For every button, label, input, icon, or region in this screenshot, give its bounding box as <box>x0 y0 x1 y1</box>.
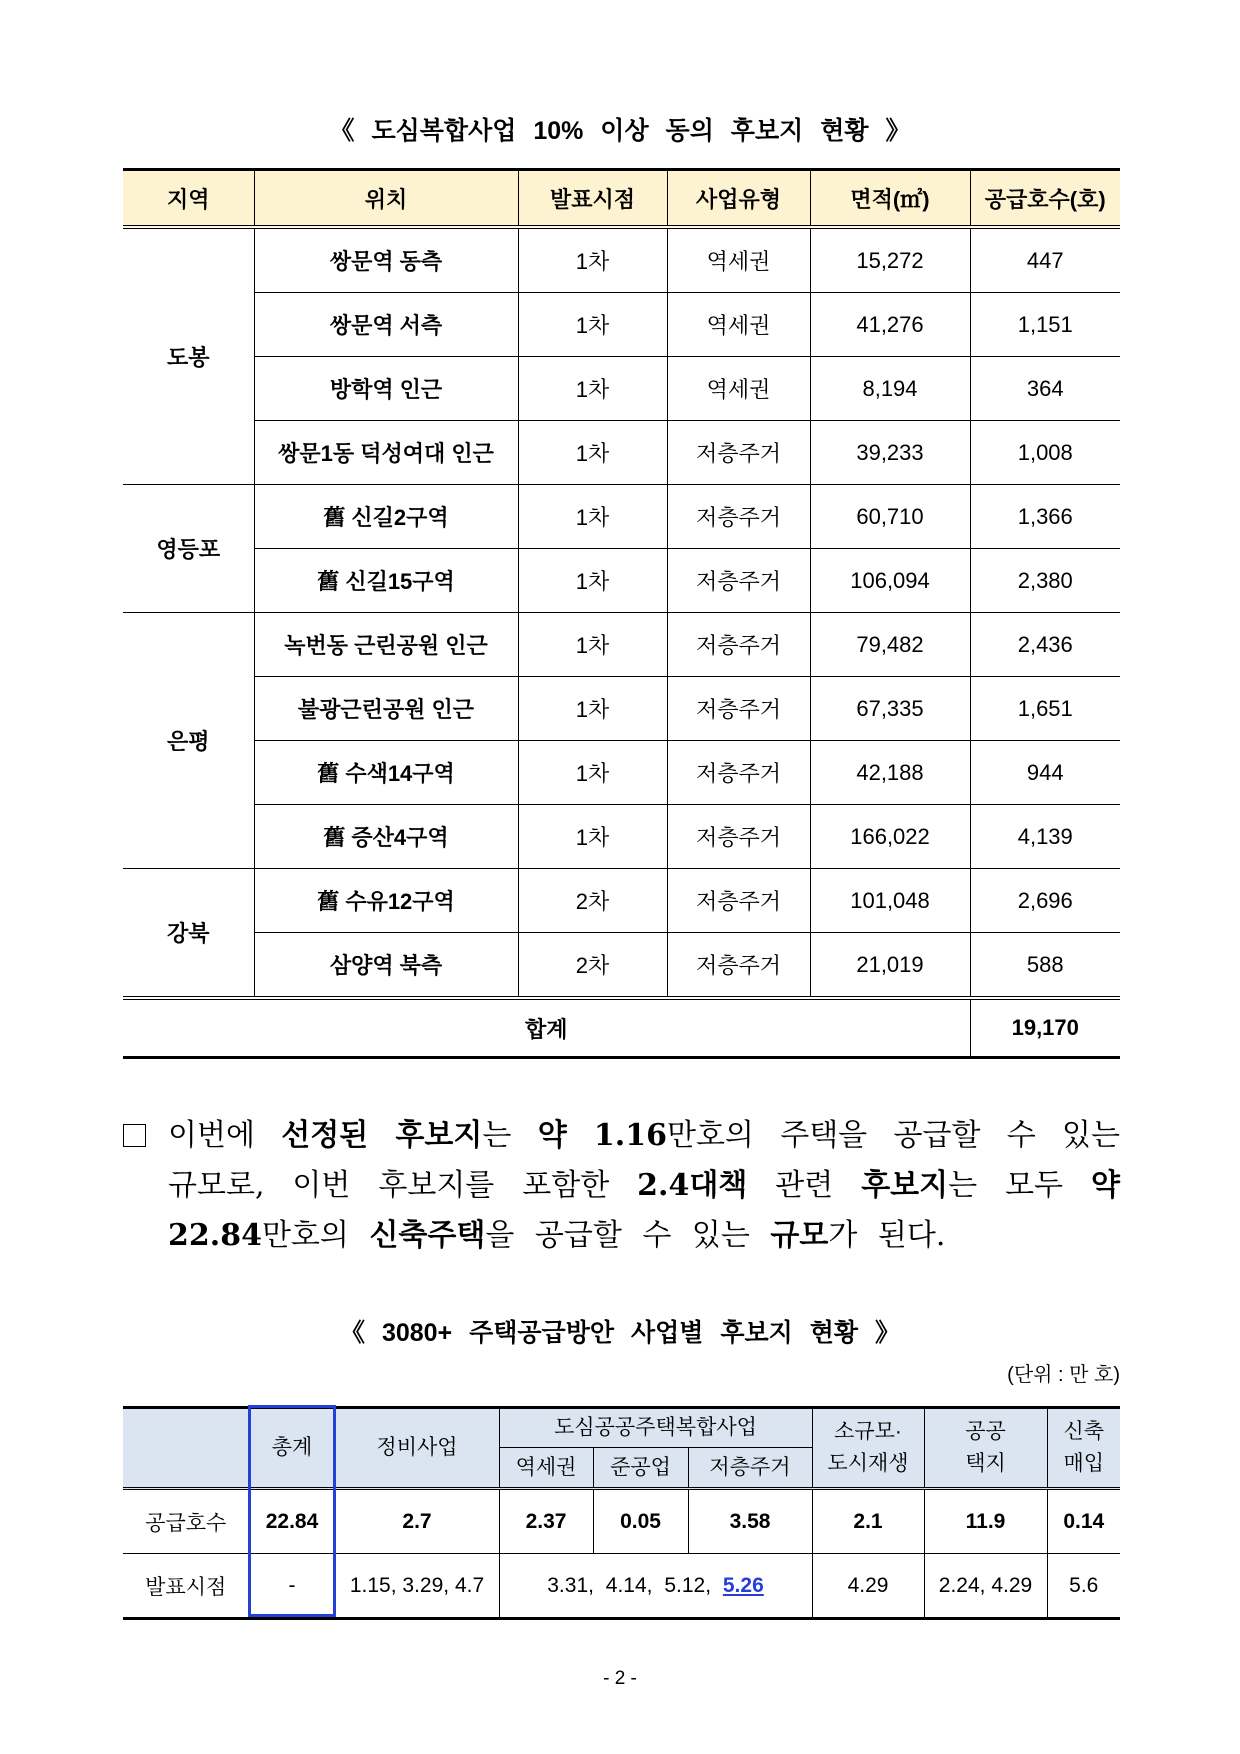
location-cell: 쌍문역 서측 <box>254 293 518 357</box>
header-total: 총계 <box>249 1408 335 1489</box>
header-small-scale <box>812 1408 924 1489</box>
area-cell: 106,094 <box>810 549 970 613</box>
area-cell: 42,188 <box>810 741 970 805</box>
table-row <box>123 1489 1120 1554</box>
paragraph-line <box>168 1111 1120 1161</box>
type-cell: 역세권 <box>667 293 810 357</box>
header-announce: 발표시점 <box>518 170 667 228</box>
table2-title: 《 3080+ 주택공급방안 사업별 후보지 현황 》 <box>340 1319 900 1347</box>
redevelopment-cell: 2.7 <box>335 1489 499 1554</box>
paragraph-text: 이번에 <box>168 1118 282 1153</box>
page-number: - 2 - <box>603 1668 637 1689</box>
units-cell: 1,651 <box>970 677 1120 741</box>
announce-cell: 1차 <box>518 741 667 805</box>
redevelopment-cell: 1.15, 3.29, 4.7 <box>335 1554 499 1619</box>
location-cell: 삼양역 북측 <box>254 933 518 999</box>
paragraph-text: 가 된다. <box>828 1218 946 1253</box>
row-label: 공급호수 <box>123 1489 249 1554</box>
header-line: 공공 <box>965 1420 1006 1443</box>
region-cell: 영등포 <box>123 485 254 613</box>
location-cell: 쌍문역 동측 <box>254 227 518 293</box>
table1-title: 《 도심복합사업 10% 이상 동의 후보지 현황 》 <box>329 117 911 145</box>
header-redevelopment: 정비사업 <box>335 1408 499 1489</box>
area-cell: 21,019 <box>810 933 970 999</box>
supply-plan-table <box>123 1406 1120 1620</box>
announce-cell: 1차 <box>518 293 667 357</box>
table-row <box>123 1554 1120 1619</box>
small-scale-cell: 2.1 <box>812 1489 924 1554</box>
downtown-dates-cell <box>499 1554 812 1619</box>
type-cell: 저층주거 <box>667 869 810 933</box>
location-cell: 舊 신길15구역 <box>254 549 518 613</box>
paragraph-text: 는 <box>482 1118 538 1153</box>
type-cell: 저층주거 <box>667 677 810 741</box>
header-location: 위치 <box>254 170 518 228</box>
public-land-cell: 11.9 <box>924 1489 1047 1554</box>
header-line: 신축 <box>1063 1420 1105 1443</box>
emphasis-text: 신축주택 <box>369 1218 486 1253</box>
type-cell: 저층주거 <box>667 485 810 549</box>
row-label: 발표시점 <box>123 1554 249 1619</box>
type-cell: 저층주거 <box>667 805 810 869</box>
header-semi-industrial: 준공업 <box>593 1448 688 1489</box>
header-area: 면적(㎡) <box>810 170 970 228</box>
empty-square-icon <box>123 1124 146 1147</box>
new-purchase-cell: 0.14 <box>1047 1489 1120 1554</box>
units-cell: 2,696 <box>970 869 1120 933</box>
units-cell: 1,008 <box>970 421 1120 485</box>
area-cell: 60,710 <box>810 485 970 549</box>
header-low-rise: 저층주거 <box>688 1448 812 1489</box>
emphasis-text: 규모 <box>770 1218 829 1253</box>
units-cell: 364 <box>970 357 1120 421</box>
summary-text <box>168 1111 1120 1261</box>
announce-cell: 1차 <box>518 677 667 741</box>
highlighted-date: 5.26 <box>722 1573 764 1597</box>
semi-industrial-cell: 0.05 <box>593 1489 688 1554</box>
header-line: 소규모· <box>834 1420 902 1443</box>
units-cell: 4,139 <box>970 805 1120 869</box>
header-station: 역세권 <box>499 1448 593 1489</box>
summary-paragraph <box>123 1111 1120 1261</box>
units-cell: 1,366 <box>970 485 1120 549</box>
table-row <box>123 613 1120 677</box>
table-header-row <box>123 170 1120 228</box>
table-row <box>123 741 1120 805</box>
public-land-cell: 2.24, 4.29 <box>924 1554 1047 1619</box>
header-line: 매입 <box>1063 1452 1105 1475</box>
small-scale-cell: 4.29 <box>812 1554 924 1619</box>
announce-cell: 1차 <box>518 613 667 677</box>
table-row <box>123 357 1120 421</box>
table-row <box>123 805 1120 869</box>
region-cell: 강북 <box>123 869 254 999</box>
announce-cell: 1차 <box>518 357 667 421</box>
emphasis-text: 약 <box>1091 1168 1120 1203</box>
table-row <box>123 421 1120 485</box>
header-line: 택지 <box>965 1452 1006 1475</box>
downtown-dates: 3.31, 4.14, 5.12, <box>547 1573 723 1597</box>
area-cell: 166,022 <box>810 805 970 869</box>
new-purchase-cell: 5.6 <box>1047 1554 1120 1619</box>
announce-cell: 1차 <box>518 421 667 485</box>
announce-cell: 1차 <box>518 485 667 549</box>
candidate-sites-table <box>123 168 1120 1059</box>
emphasis-text: 선정된 후보지 <box>281 1118 483 1153</box>
table-row <box>123 933 1120 999</box>
units-cell: 447 <box>970 227 1120 293</box>
header-downtown-group: 도심공공주택복합사업 <box>499 1408 812 1448</box>
paragraph-text: 만호의 주택을 공급할 수 있는 <box>666 1118 1120 1153</box>
total-cell: - <box>249 1554 335 1619</box>
header-public-land <box>924 1408 1047 1489</box>
paragraph-text: 관련 <box>747 1168 862 1203</box>
paragraph-text: 을 공급할 수 있는 <box>485 1218 771 1253</box>
region-cell: 은평 <box>123 613 254 869</box>
station-cell: 2.37 <box>499 1489 593 1554</box>
area-cell: 39,233 <box>810 421 970 485</box>
header-new-purchase <box>1047 1408 1120 1489</box>
type-cell: 저층주거 <box>667 613 810 677</box>
emphasis-text: 약 1.16 <box>537 1118 667 1153</box>
table-row <box>123 677 1120 741</box>
area-cell: 8,194 <box>810 357 970 421</box>
region-cell: 도봉 <box>123 227 254 485</box>
table-row <box>123 485 1120 549</box>
announce-cell: 2차 <box>518 933 667 999</box>
table-row <box>123 549 1120 613</box>
header-line: 도시재생 <box>827 1452 909 1475</box>
table-row <box>123 227 1120 293</box>
paragraph-text: 만호의 <box>261 1218 370 1253</box>
paragraph-text: 는 모두 <box>948 1168 1092 1203</box>
emphasis-text: 22.84 <box>168 1218 262 1253</box>
unit-label: (단위 : 만 호) <box>1007 1364 1120 1386</box>
type-cell: 역세권 <box>667 357 810 421</box>
area-cell: 67,335 <box>810 677 970 741</box>
emphasis-text: 후보지 <box>861 1168 949 1203</box>
announce-cell: 1차 <box>518 549 667 613</box>
total-row <box>123 998 1120 1058</box>
type-cell: 저층주거 <box>667 549 810 613</box>
paragraph-text: 규모로, 이번 후보지를 포함한 <box>168 1168 638 1203</box>
paragraph-line <box>168 1211 1120 1261</box>
table-row <box>123 869 1120 933</box>
type-cell: 역세권 <box>667 227 810 293</box>
type-cell: 저층주거 <box>667 421 810 485</box>
location-cell: 舊 신길2구역 <box>254 485 518 549</box>
header-type: 사업유형 <box>667 170 810 228</box>
total-units: 19,170 <box>970 998 1120 1058</box>
location-cell: 녹번동 근린공원 인근 <box>254 613 518 677</box>
announce-cell: 1차 <box>518 805 667 869</box>
area-cell: 41,276 <box>810 293 970 357</box>
announce-cell: 1차 <box>518 227 667 293</box>
units-cell: 2,436 <box>970 613 1120 677</box>
location-cell: 불광근린공원 인근 <box>254 677 518 741</box>
header-units: 공급호수(호) <box>970 170 1120 228</box>
emphasis-text: 2.4대책 <box>637 1168 748 1203</box>
location-cell: 舊 증산4구역 <box>254 805 518 869</box>
type-cell: 저층주거 <box>667 741 810 805</box>
announce-cell: 2차 <box>518 869 667 933</box>
area-cell: 79,482 <box>810 613 970 677</box>
table-header-row <box>123 1408 1120 1448</box>
table-row <box>123 293 1120 357</box>
area-cell: 15,272 <box>810 227 970 293</box>
total-cell: 22.84 <box>249 1489 335 1554</box>
area-cell: 101,048 <box>810 869 970 933</box>
header-region: 지역 <box>123 170 254 228</box>
total-label: 합계 <box>123 998 970 1058</box>
units-cell: 2,380 <box>970 549 1120 613</box>
location-cell: 舊 수색14구역 <box>254 741 518 805</box>
location-cell: 방학역 인근 <box>254 357 518 421</box>
paragraph-line <box>168 1161 1120 1211</box>
units-cell: 588 <box>970 933 1120 999</box>
units-cell: 1,151 <box>970 293 1120 357</box>
location-cell: 쌍문1동 덕성여대 인근 <box>254 421 518 485</box>
type-cell: 저층주거 <box>667 933 810 999</box>
units-cell: 944 <box>970 741 1120 805</box>
low-rise-cell: 3.58 <box>688 1489 812 1554</box>
location-cell: 舊 수유12구역 <box>254 869 518 933</box>
corner-header-cell <box>123 1408 249 1489</box>
